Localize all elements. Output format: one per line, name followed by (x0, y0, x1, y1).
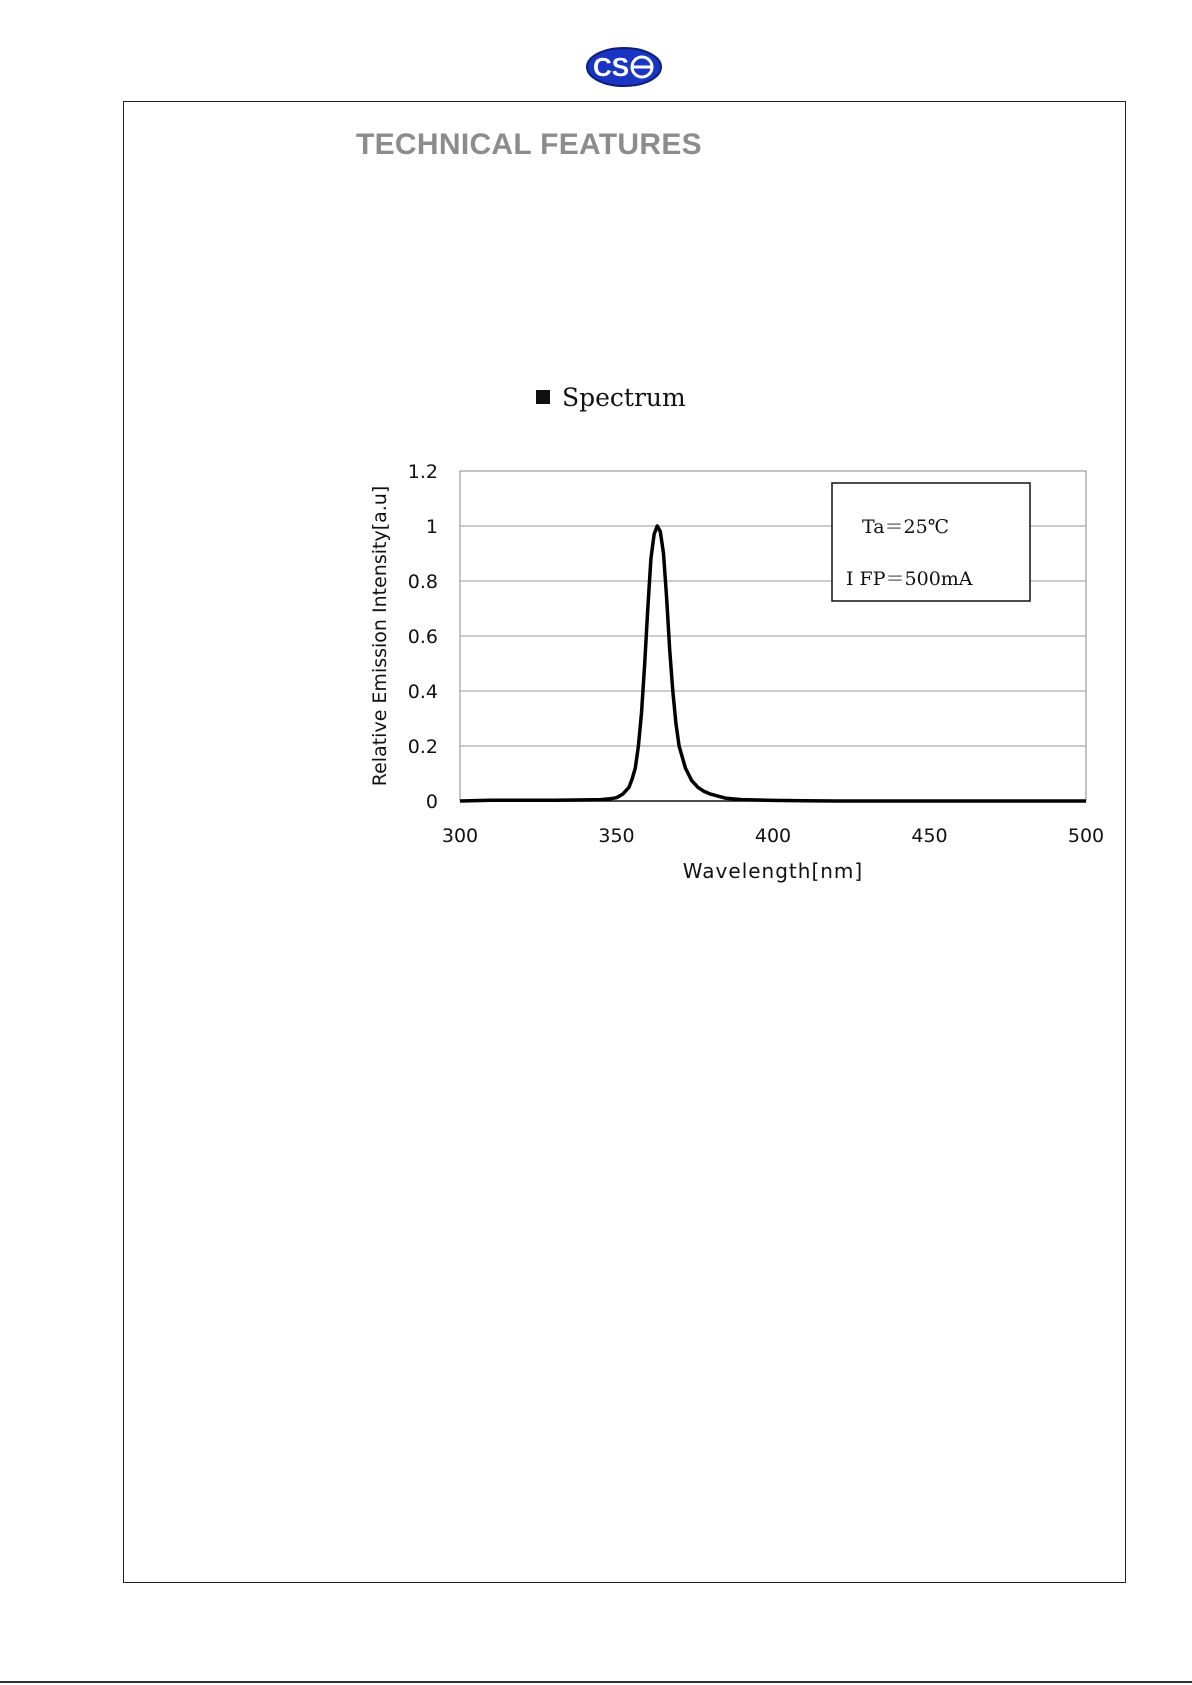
cso-logo (585, 46, 663, 88)
legend-line-current: I FP＝500mA (846, 568, 973, 590)
x-tick-label: 300 (441, 825, 479, 847)
y-tick-label: 0.2 (407, 736, 438, 758)
x-tick-label: 450 (911, 825, 948, 847)
x-tick-label: 350 (598, 825, 635, 847)
y-tick-label: 0 (425, 791, 438, 813)
section-title: TECHNICAL FEATURES (356, 128, 702, 161)
x-tick-labels (442, 825, 1104, 847)
y-tick-label: 1.2 (407, 461, 438, 483)
spectrum-heading-text: Spectrum (562, 383, 686, 412)
y-tick-label: 1 (425, 516, 438, 538)
bottom-rule (0, 1681, 1192, 1683)
x-tick-label: 500 (1067, 825, 1105, 847)
logo-text: CS (593, 52, 630, 82)
y-tick-label: 0.8 (407, 571, 438, 593)
y-axis-label: Relative Emission Intensity[a.u] (369, 485, 391, 787)
spectrum-chart (360, 455, 1120, 895)
x-axis-label: Wavelength[nm] (682, 859, 864, 883)
legend-line-temperature: Ta＝25℃ (862, 516, 949, 538)
spectrum-heading (536, 383, 686, 412)
square-bullet-icon (536, 390, 550, 404)
x-tick-label: 400 (754, 825, 792, 847)
y-tick-labels (408, 461, 438, 813)
y-tick-label: 0.6 (407, 626, 438, 648)
y-tick-label: 0.4 (407, 681, 438, 703)
